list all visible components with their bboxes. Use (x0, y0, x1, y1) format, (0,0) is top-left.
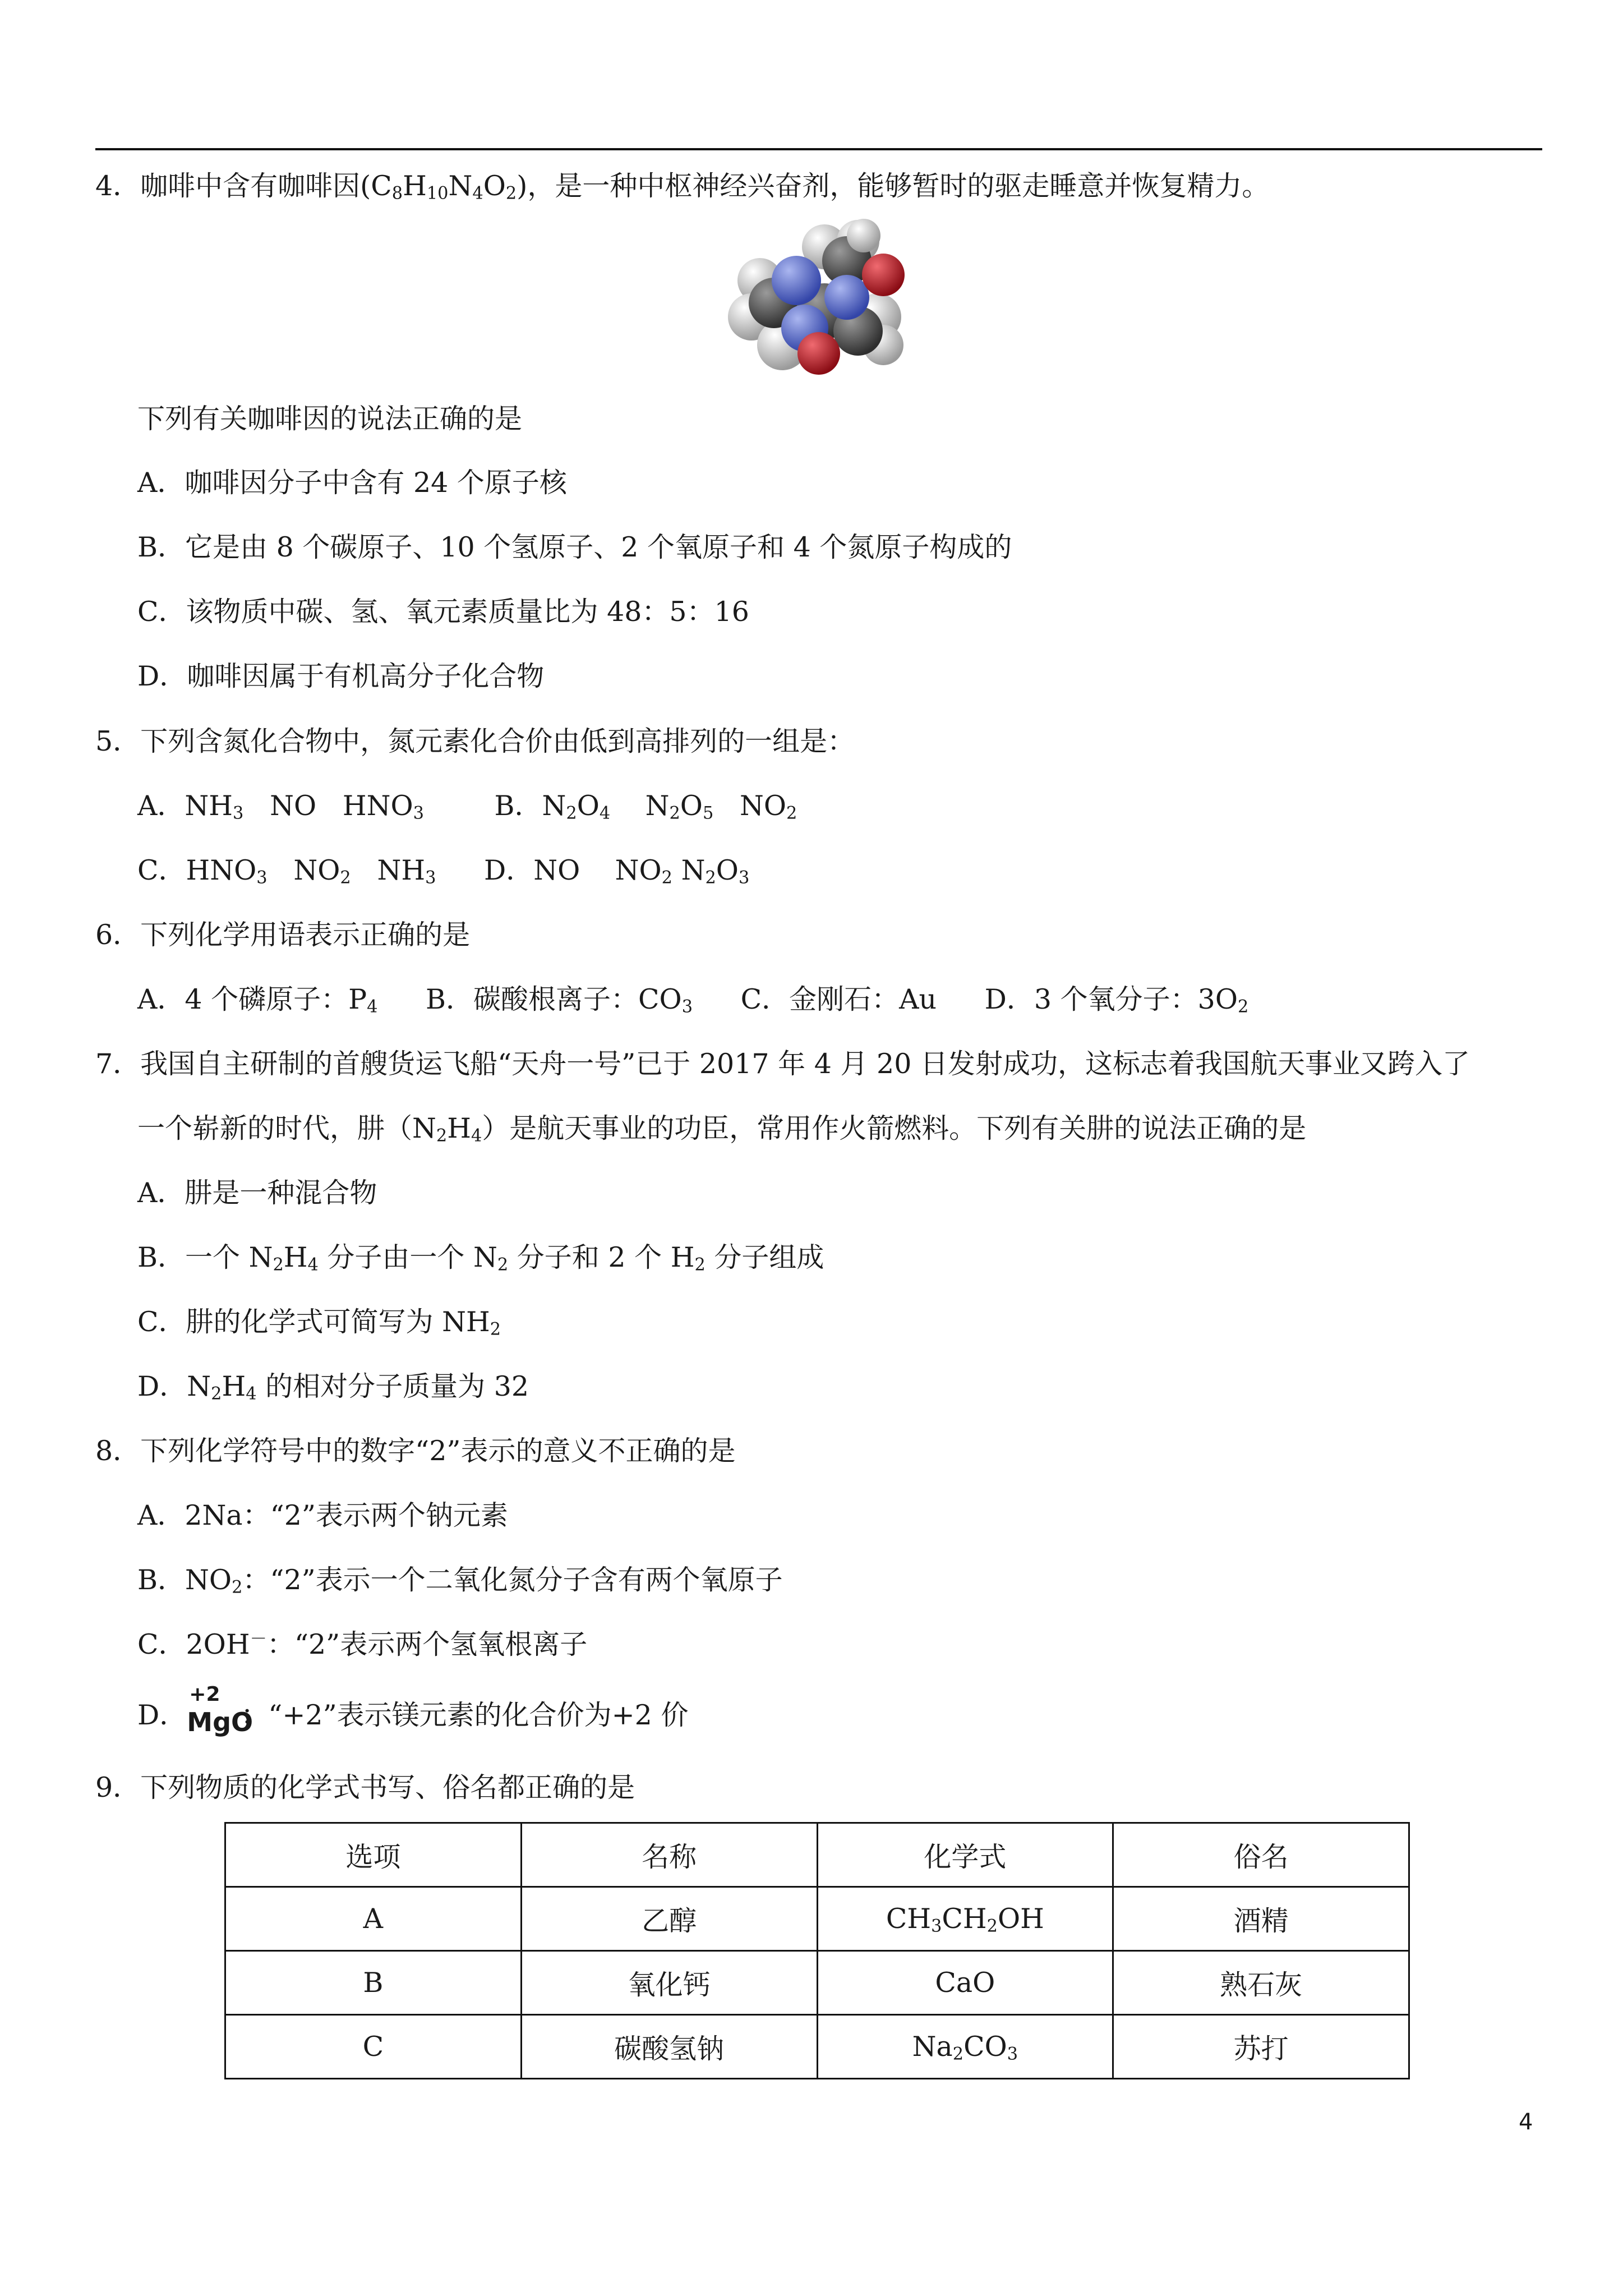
q8-option-b: B．$NO_2$：“2”表示一个二氧化氮分子含有两个氧原子 (137, 1564, 783, 1598)
q8-option-a: A．2Na：“2”表示两个钠元素 (137, 1499, 508, 1531)
q7-option-b: B．一个 $N_2H_4$ 分子由一个 $N_2$ 分子和 2 个 $H_2$ 分子组成 (137, 1241, 824, 1275)
q8-option-c: C．2OH－：“2”表示两个氢氧根离子 (137, 1628, 588, 1660)
mgo-valence-symbol: +2 MgO (187, 1683, 253, 1737)
q8-option-d: D． +2 MgO ：“+2”表示镁元素的化合价为+2 价 (137, 1683, 689, 1737)
cell-name: 氧化钙 (521, 1951, 817, 2015)
header-formula: 化学式 (817, 1823, 1113, 1887)
cell-name: 乙醇 (521, 1887, 817, 1951)
q6-option-c: C．金刚石：Au (740, 983, 937, 1015)
table-row (225, 1951, 1409, 2015)
q5-option-d: D．NO $NO_2$ $N_2O_3$ (483, 854, 750, 888)
cell-common-name: 酒精 (1113, 1887, 1409, 1951)
q8-stem: 8．下列化学符号中的数字“2”表示的意义不正确的是 (95, 1435, 736, 1467)
q9-stem: 9．下列物质的化学式书写、俗名都正确的是 (95, 1772, 635, 1803)
cell-name: 碳酸氢钠 (521, 2015, 817, 2079)
cell-common-name: 苏打 (1113, 2015, 1409, 2079)
q4-option-a: A．咖啡因分子中含有 24 个原子核 (137, 467, 567, 499)
cell-option: A (225, 1887, 522, 1951)
cell-formula: CaO (817, 1951, 1113, 2015)
q7-stem-line2: 一个崭新的时代，肼$(N_2H_4)$是航天事业的功臣，常用作火箭燃料。下列有关肼的说法正确的是 (137, 1112, 1307, 1146)
table-row (225, 2015, 1409, 2079)
q6-stem: 6．下列化学用语表示正确的是 (95, 919, 471, 951)
caffeine-molecule-image (726, 219, 911, 381)
q9-table (224, 1822, 1410, 2079)
q6-option-b: B．碳酸根离子：$CO_3$ (426, 983, 693, 1017)
q5-options-cd (137, 851, 749, 890)
q5-option-a: A．$NH_3$ NO $HNO_3$ (137, 790, 424, 823)
q7-option-d: D．$N_2H_4$ 的相对分子质量为 32 (137, 1370, 529, 1404)
table-row (225, 1887, 1409, 1951)
q7-stem-line1: 7．我国自主研制的首艘货运飞船“天舟一号”已于 2017 年 4 月 20 日发射成功，这标志着我国航天事业又跨入了 (95, 1048, 1470, 1080)
q6-option-d: D．3 个氧分子：$3O_2$ (984, 983, 1249, 1017)
cell-formula: $CH_3CH_2OH$ (817, 1887, 1113, 1951)
q7-option-c: C．肼的化学式可简写为 $NH_2$ (137, 1306, 501, 1340)
cell-common-name: 熟石灰 (1113, 1951, 1409, 2015)
cell-option: B (225, 1951, 522, 2015)
q5-stem: 5．下列含氮化合物中，氮元素化合价由低到高排列的一组是： (95, 725, 855, 757)
q7-option-a: A．肼是一种混合物 (137, 1177, 377, 1209)
q6-option-a: A．4 个磷原子：$P_4$ (137, 983, 378, 1017)
cell-formula: $Na_2CO_3$ (817, 2015, 1113, 2079)
q5-option-b: B．$N_2O_4$ $N_2O_5$ $NO_2$ (494, 790, 797, 823)
header-name: 名称 (521, 1823, 817, 1887)
q4-prompt: 下列有关咖啡因的说法正确的是 (137, 403, 523, 435)
q4-stem: 4．咖啡中含有咖啡因$(C_8H_{10}N_4O_2)$，是一种中枢神经兴奋剂，能够暂时的驱走睡意并恢复精力。 (95, 170, 1270, 204)
page-number: 4 (1519, 2109, 1533, 2135)
q5-option-c: C．$HNO_3$ $NO_2$ $NH_3$ (137, 854, 436, 888)
header-common-name: 俗名 (1113, 1823, 1409, 1887)
q4-option-c: C．该物质中碳、氢、氧元素质量比为 48：5：16 (137, 596, 749, 628)
header-option: 选项 (225, 1823, 522, 1887)
q6-options (137, 980, 1248, 1019)
q4-option-b: B．它是由 8 个碳原子、10 个氢原子、2 个氧原子和 4 个氮原子构成的 (137, 531, 1012, 563)
q5-options-ab (137, 786, 797, 826)
table-header-row (225, 1823, 1409, 1887)
header-rule (95, 148, 1542, 150)
q4-option-d: D．咖啡因属于有机高分子化合物 (137, 660, 545, 692)
cell-option: C (225, 2015, 522, 2079)
